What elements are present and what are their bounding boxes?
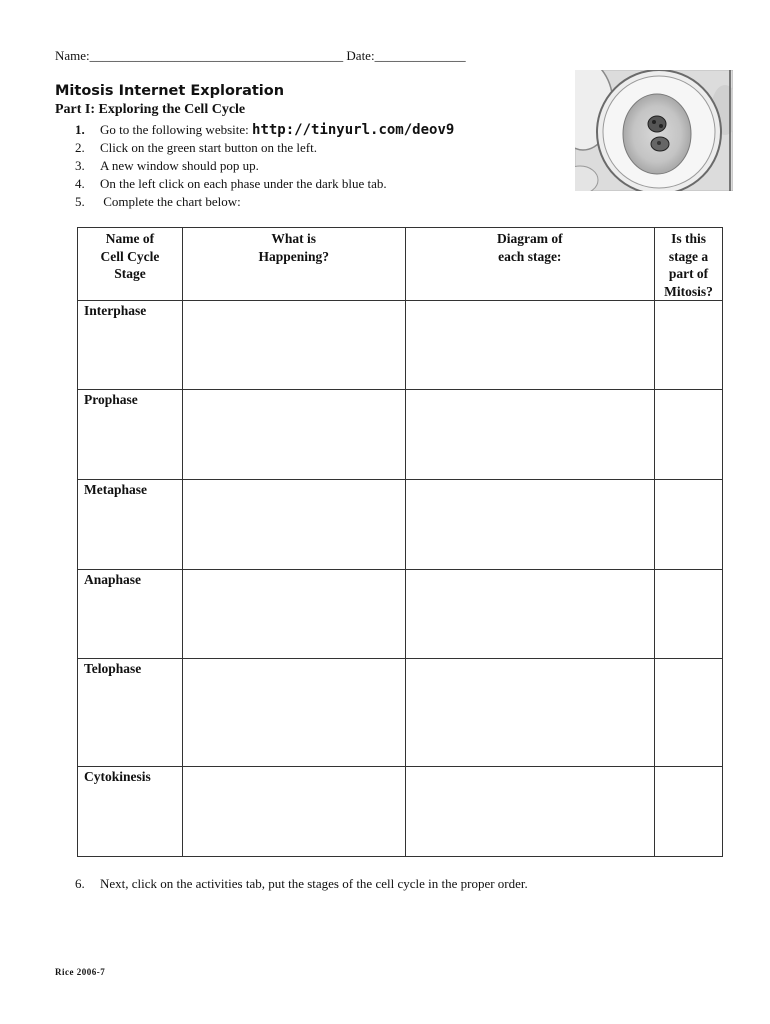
diagram-cell[interactable]: [405, 480, 655, 570]
table-row: [78, 570, 723, 659]
step-text: Complete the chart below:: [100, 194, 241, 209]
stage-prophase: Prophase: [78, 390, 183, 480]
mitosis-cell[interactable]: [655, 301, 723, 390]
stage-cytokinesis: Cytokinesis: [78, 767, 183, 857]
step-number: 2.: [75, 140, 85, 155]
happening-cell[interactable]: [182, 767, 405, 857]
step-5: [75, 193, 454, 211]
date-blank: ______________: [374, 48, 466, 63]
cell-cycle-chart: [77, 227, 723, 857]
step-text: On the left click on each phase under the dark blue tab.: [100, 176, 387, 191]
part-title: Part I: Exploring the Cell Cycle: [55, 102, 246, 117]
diagram-cell[interactable]: [405, 767, 655, 857]
stage-metaphase: Metaphase: [78, 480, 183, 570]
step-2: [75, 139, 454, 157]
name-label: Name:: [55, 48, 90, 63]
happening-cell[interactable]: [182, 480, 405, 570]
table-row: [78, 659, 723, 767]
step-6: [75, 876, 528, 892]
step-number: 3.: [75, 158, 85, 173]
table-row: [78, 767, 723, 857]
happening-cell[interactable]: [182, 570, 405, 659]
step-4: [75, 175, 454, 193]
step-number: 6.: [75, 876, 85, 891]
date-label: Date:: [346, 48, 375, 63]
step-number: 4.: [75, 176, 85, 191]
step-text: Go to the following website:: [100, 122, 253, 137]
step-number: 5.: [75, 194, 85, 209]
instruction-list: [75, 121, 454, 211]
cell-micrograph-image: [575, 70, 733, 191]
table-row: [78, 480, 723, 570]
mitosis-cell[interactable]: [655, 659, 723, 767]
stage-interphase: Interphase: [78, 301, 183, 390]
diagram-cell[interactable]: [405, 570, 655, 659]
stage-telophase: Telophase: [78, 659, 183, 767]
stage-anaphase: Anaphase: [78, 570, 183, 659]
step-3: [75, 157, 454, 175]
col-header-diagram: Diagram of each stage:: [405, 228, 655, 301]
happening-cell[interactable]: [182, 390, 405, 480]
col-header-part-of-mitosis: Is this stage a part of Mitosis?: [655, 228, 723, 301]
step-number: 1.: [75, 122, 85, 137]
table-row: [78, 390, 723, 480]
mitosis-cell[interactable]: [655, 570, 723, 659]
mitosis-cell[interactable]: [655, 390, 723, 480]
step-text: Next, click on the activities tab, put the stages of the cell cycle in the proper order.: [100, 876, 528, 891]
col-header-stage-name: Name of Cell Cycle Stage: [78, 228, 183, 301]
step-text: A new window should pop up.: [100, 158, 259, 173]
footer-credit: Rice 2006-7: [55, 967, 106, 977]
diagram-cell[interactable]: [405, 390, 655, 480]
website-url[interactable]: http://tinyurl.com/deov9: [252, 122, 455, 138]
step-1: [75, 121, 454, 139]
header-line: [55, 48, 466, 64]
name-blank: _______________________________________: [89, 48, 344, 63]
diagram-cell[interactable]: [405, 301, 655, 390]
step-text: Click on the green start button on the left.: [100, 140, 317, 155]
happening-cell[interactable]: [182, 659, 405, 767]
diagram-cell[interactable]: [405, 659, 655, 767]
mitosis-cell[interactable]: [655, 480, 723, 570]
table-header-row: [78, 228, 723, 301]
document-title: Mitosis Internet Exploration: [55, 83, 285, 99]
mitosis-cell[interactable]: [655, 767, 723, 857]
happening-cell[interactable]: [182, 301, 405, 390]
table-row: [78, 301, 723, 390]
col-header-what-happening: What is Happening?: [182, 228, 405, 301]
